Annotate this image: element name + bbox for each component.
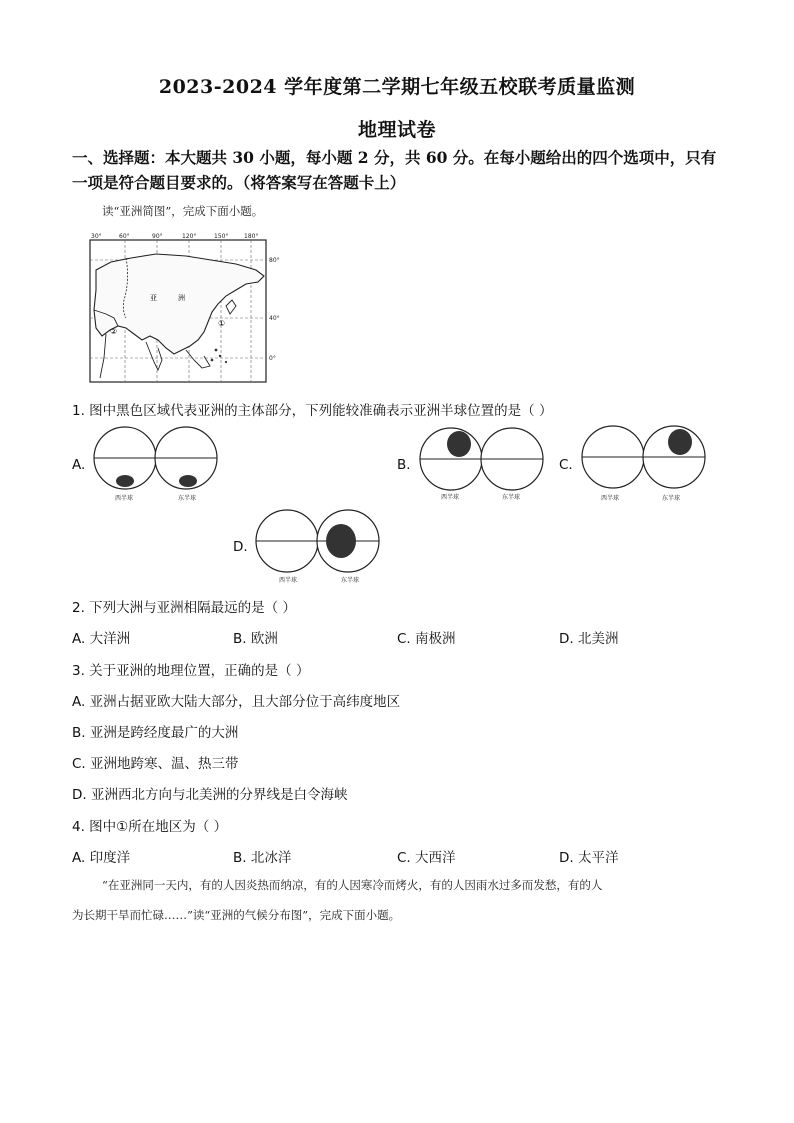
q3-option-d[interactable]: D. 亚洲西北方向与北美洲的分界线是白令海峡 bbox=[72, 787, 348, 803]
lon-label: 90° bbox=[152, 233, 163, 240]
question-4: 4. 图中①所在地区为（ ） bbox=[72, 819, 228, 835]
q4-option-a[interactable]: A. 印度洋 bbox=[72, 850, 131, 866]
q1-option-c-letter[interactable]: C. bbox=[559, 457, 573, 473]
q1-option-b-letter[interactable]: B. bbox=[397, 457, 411, 473]
west-hemisphere-label: 西半球 bbox=[441, 494, 460, 501]
q2-option-b[interactable]: B. 欧洲 bbox=[233, 631, 278, 647]
q3-option-a[interactable]: A. 亚洲占据亚欧大陆大部分，且大部分位于高纬度地区 bbox=[72, 694, 401, 710]
q1-option-a-globes[interactable] bbox=[93, 424, 223, 506]
question-3: 3. 关于亚洲的地理位置，正确的是（ ） bbox=[72, 663, 310, 679]
west-hemisphere-label: 西半球 bbox=[601, 495, 620, 502]
lon-label: 120° bbox=[182, 233, 197, 240]
exam-title: 2023-2024 学年度第二学期七年级五校联考质量监测 bbox=[158, 76, 636, 98]
east-hemisphere-label: 东半球 bbox=[178, 495, 197, 502]
lat-label: 0° bbox=[269, 355, 276, 362]
q4-option-c[interactable]: C. 大西洋 bbox=[397, 850, 456, 866]
lon-label: 30° bbox=[91, 233, 102, 240]
q1-option-a-letter[interactable]: A. bbox=[72, 457, 86, 473]
lon-label: 60° bbox=[119, 233, 130, 240]
east-hemisphere-label: 东半球 bbox=[662, 495, 681, 502]
q3-option-b[interactable]: B. 亚洲是跨经度最广的大洲 bbox=[72, 725, 239, 741]
q2-option-d[interactable]: D. 北美洲 bbox=[559, 631, 619, 647]
q1-option-d-letter[interactable]: D. bbox=[233, 539, 248, 555]
asia-sketch-map bbox=[86, 230, 296, 394]
lat-label: 80° bbox=[269, 257, 280, 264]
west-hemisphere-label: 西半球 bbox=[115, 495, 134, 502]
exam-subtitle: 地理试卷 bbox=[357, 119, 436, 141]
east-hemisphere-label: 东半球 bbox=[502, 494, 521, 501]
marker-1: ① bbox=[218, 319, 226, 328]
q1-option-c-globes[interactable] bbox=[581, 424, 711, 494]
q4-option-b[interactable]: B. 北冰洋 bbox=[233, 850, 292, 866]
marker-2: ② bbox=[110, 327, 118, 336]
lat-label: 40° bbox=[269, 315, 280, 322]
q2-option-c[interactable]: C. 南极洲 bbox=[397, 631, 456, 647]
climate-intro-line1: “在亚洲同一天内，有的人因炎热而纳凉，有的人因寒冷而烤火，有的人因雨水过多而发愁，有的人 bbox=[102, 878, 603, 892]
lon-label: 180° bbox=[244, 233, 259, 240]
region-label: 亚 bbox=[150, 294, 157, 302]
question-2: 2. 下列大洲与亚洲相隔最远的是（ ） bbox=[72, 600, 296, 616]
question-1: 1. 图中黑色区域代表亚洲的主体部分，下列能较准确表示亚洲半球位置的是（ ） bbox=[72, 403, 553, 419]
west-hemisphere-label: 西半球 bbox=[279, 577, 298, 584]
q4-option-d[interactable]: D. 太平洋 bbox=[559, 850, 619, 866]
asia-map-svg bbox=[86, 230, 296, 390]
lon-label: 150° bbox=[214, 233, 229, 240]
east-hemisphere-label: 东半球 bbox=[341, 577, 360, 584]
region-label: 洲 bbox=[178, 294, 185, 302]
climate-intro-paragraph bbox=[72, 870, 732, 930]
q1-option-b-globes[interactable] bbox=[419, 426, 549, 496]
q3-option-c[interactable]: C. 亚洲地跨寒、温、热三带 bbox=[72, 756, 239, 772]
q1-option-d-globes[interactable] bbox=[255, 508, 385, 578]
map-intro: 读“亚洲简图”，完成下面小题。 bbox=[102, 204, 264, 218]
section-heading-line2: 一项是符合题目要求的。（将答案写在答题卡上） bbox=[72, 173, 406, 192]
section-heading-line1: 一、选择题：本大题共 30 小题，每小题 2 分，共 60 分。在每小题给出的四个选项中，只有 bbox=[72, 148, 717, 167]
climate-intro-line2: 为长期干旱而忙碌……”读“亚洲的气候分布图”，完成下面小题。 bbox=[72, 908, 401, 922]
section-heading bbox=[72, 145, 732, 195]
q2-option-a[interactable]: A. 大洋洲 bbox=[72, 631, 131, 647]
